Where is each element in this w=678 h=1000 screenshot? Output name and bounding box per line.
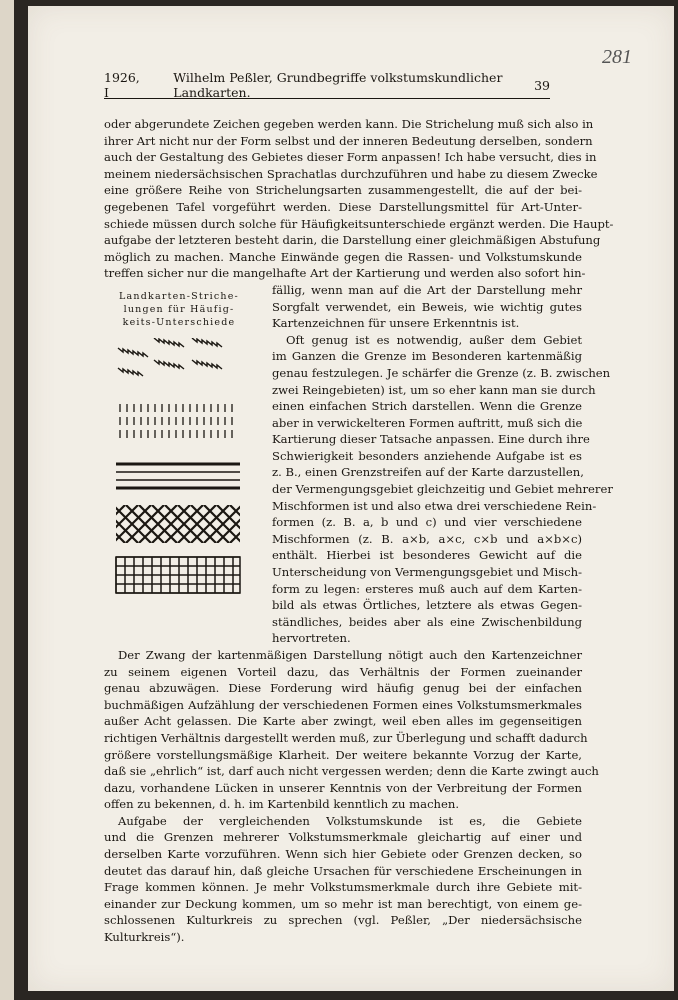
crosshatch-stroke — [217, 505, 244, 543]
wrap-lines-line: z. B., einen Grenzstreifen auf der Karte darzustellen, — [272, 465, 584, 480]
header-page-number: 39 — [534, 77, 550, 93]
wrap-lines-line: Mischformen ist und also etwa drei verschiedene Rein- — [272, 498, 597, 513]
wrap-lines-line: einen einfachen Strich darstellen. Wenn die Grenze — [272, 399, 582, 414]
wrap-lines-line: form zu legen: ersteres muß auch auf dem Karten- — [272, 581, 582, 596]
top-paragraph — [104, 116, 614, 282]
vertical-dash-hatching-sample — [120, 404, 232, 438]
bottom-lines-line: Der Zwang der kartenmäßigen Darstellung nötigt auch den Kartenzeichner — [118, 647, 582, 662]
crosshatch-stroke — [243, 505, 244, 543]
bottom-lines-line: und die Grenzen mehrerer Volkstumsmerkmale gleichartig auf einer und — [104, 830, 582, 845]
wrap-lines-line: formen (z. B. a, b und c) und vier verschiedene — [272, 515, 582, 530]
wrap-lines-line: bild als etwas Örtliches, letztere als etwas Gegen- — [272, 598, 582, 613]
wrap-lines-line: fällig, wenn man auf die Art der Darstellung mehr — [272, 282, 582, 297]
zigzag-hatching-sample — [118, 338, 222, 376]
left-page-edge — [0, 0, 30, 1000]
bottom-lines-line: Frage kommen können. Je mehr Volkstumsmerkmale durch ihre Gebiete mit- — [104, 880, 582, 895]
wrap-lines-line: Kartenzeichnen für unsere Erkenntnis ist. — [272, 316, 520, 331]
bottom-lines-line: derselben Karte vorzuführen. Wenn sich hier Gebiete oder Grenzen decken, so — [104, 847, 582, 862]
top-lines-line: schiede müssen durch solche für Häufigkeitsunterschiede ergänzt werden. Die Haupt- — [104, 216, 614, 231]
wrap-lines-line: im Ganzen die Grenze im Besonderen kartenmäßig — [272, 349, 582, 364]
bottom-lines-line: einander zur Deckung kommen, um so mehr ist man berechtigt, von einem ge- — [104, 896, 582, 911]
bottom-paragraphs — [104, 647, 599, 946]
bottom-lines-line: außer Acht gelassen. Die Karte aber zwingt, weil eben alles im gegenseitigen — [104, 714, 582, 729]
top-lines-line: möglich zu machen. Manche Einwände gegen die Rassen- und Volkstumskunde — [104, 249, 582, 264]
wrap-lines-line: hervortreten. — [272, 631, 351, 646]
bottom-lines-line: dazu, vorhandene Lücken in unserer Kenntnis von der Verbreitung der Formen — [104, 780, 582, 795]
header-title: Wilhelm Peßler, Grundbegriffe volkstumskundlicher Landkarten. — [173, 70, 503, 100]
crosshatch-stroke — [217, 505, 244, 543]
wrap-lines-line: ständliches, beides aber als eine Zwischenbildung — [272, 614, 582, 629]
figure-section — [104, 282, 613, 647]
top-lines-line: ihrer Art nicht nur der Form selbst und der inneren Bedeutung derselben, sondern — [104, 133, 593, 148]
bottom-lines-line: Kulturkreis“). — [104, 930, 185, 945]
wrap-lines-line: Unterscheidung von Vermengungsgebiet und Misch- — [272, 565, 582, 580]
wrap-lines-line: der Vermengungsgebiet gleichzeitig und Gebiet mehrerer — [272, 482, 613, 497]
bottom-lines-line: Aufgabe der vergleichenden Volkstumskunde ist es, die Gebiete — [118, 813, 582, 828]
wrap-lines-line: Sorgfalt verwendet, ein Beweis, wie wichtig gutes — [272, 299, 582, 314]
horizontal-line-hatching-sample — [116, 464, 240, 488]
crosshatch-stroke — [243, 505, 244, 543]
wrapped-text-column — [272, 282, 613, 647]
bottom-lines-line: zu seinem eigenen Vorteil dazu, das Verhältnis der Formen zueinander — [104, 664, 582, 679]
wrap-lines-line: enthält. Hierbei ist besonderes Gewicht auf die — [272, 548, 582, 563]
top-lines-line: auch der Gestaltung des Gebietes dieser Form anpassen! Ich habe versucht, dies in — [104, 150, 597, 165]
bottom-lines-line: deutet das darauf hin, daß gleiche Ursachen für verschiedene Erscheinungen in — [104, 863, 582, 878]
top-lines-line: treffen sicher nur die mangelhafte Art der Kartierung und werden also sofort hin- — [104, 266, 586, 281]
bottom-lines-line: daß sie „ehrlich“ ist, darf auch nicht vergessen werden; denn die Karte zwingt auch — [104, 764, 599, 779]
running-header — [104, 70, 550, 100]
wrap-lines-line: genau festzulegen. Je schärfer die Grenze (z. B. zwischen — [272, 365, 611, 380]
handwritten-folio: 281 — [602, 46, 632, 68]
top-lines-line: aufgabe der letzteren besteht darin, die Darstellung einer gleichmäßigen Abstufung — [104, 233, 601, 248]
wrap-lines-line: Schwierigkeit besonders anziehende Aufgabe ist es — [272, 448, 582, 463]
wrap-lines-line: Mischformen (z. B. a×b, a×c, c×b und a×b×c) — [272, 531, 582, 546]
wrap-lines-line: Kartierung dieser Tatsache anpassen. Eine durch ihre — [272, 432, 590, 447]
figure-caption: Landkarten-Striche- lungen für Häufig- keits-Unterschiede — [119, 290, 239, 328]
wrap-lines-line: Oft genug ist es notwendig, außer dem Gebiet — [286, 332, 582, 347]
top-lines-line: meinem niedersächsischen Sprachatlas durchzuführen und habe zu diesem Zwecke — [104, 166, 598, 181]
bottom-lines-line: größere vorstellungsmäßige Klarheit. Der weitere bekannte Vorzug der Karte, — [104, 747, 582, 762]
top-lines-line: oder abgerundete Zeichen gegeben werden kann. Die Strichelung muß sich also in — [104, 117, 594, 131]
wrap-lines-line: zwei Reingebieten) ist, um so eher kann man sie durch — [272, 382, 596, 397]
bottom-lines-line: buchmäßigen Aufzählung der verschiedenen Formen eines Volkstumsmerkmales — [104, 697, 582, 712]
hatching-samples-figure — [114, 338, 244, 598]
bottom-lines-line: genau abzuwägen. Diese Forderung wird häufig genug bei der einfachen — [104, 681, 582, 696]
body-text — [104, 116, 614, 946]
bottom-lines-line: richtigen Verhältnis dargestellt werden muß, zur Überlegung und schafft dadurch — [104, 730, 588, 745]
bottom-lines-line: schlossenen Kulturkreis zu sprechen (vgl. Peßler, „Der niedersächsische — [104, 913, 582, 928]
grid-hatching-sample — [116, 557, 240, 593]
top-lines-line: eine größere Reihe von Strichelungsarten zusammengestellt, die auf der bei- — [104, 183, 582, 198]
book-page — [28, 6, 674, 991]
bottom-lines-line: offen zu bekennen, d. h. im Kartenbild kenntlich zu machen. — [104, 797, 460, 812]
header-year: 1926, I — [104, 70, 140, 100]
diagonal-crosshatch-sample — [114, 505, 244, 543]
wrap-lines-line: aber in verwickelteren Formen auftritt, muß sich die — [272, 415, 583, 430]
top-lines-line: gegebenen Tafel vorgeführt werden. Diese Darstellungsmittel für Art-Unter- — [104, 199, 582, 214]
